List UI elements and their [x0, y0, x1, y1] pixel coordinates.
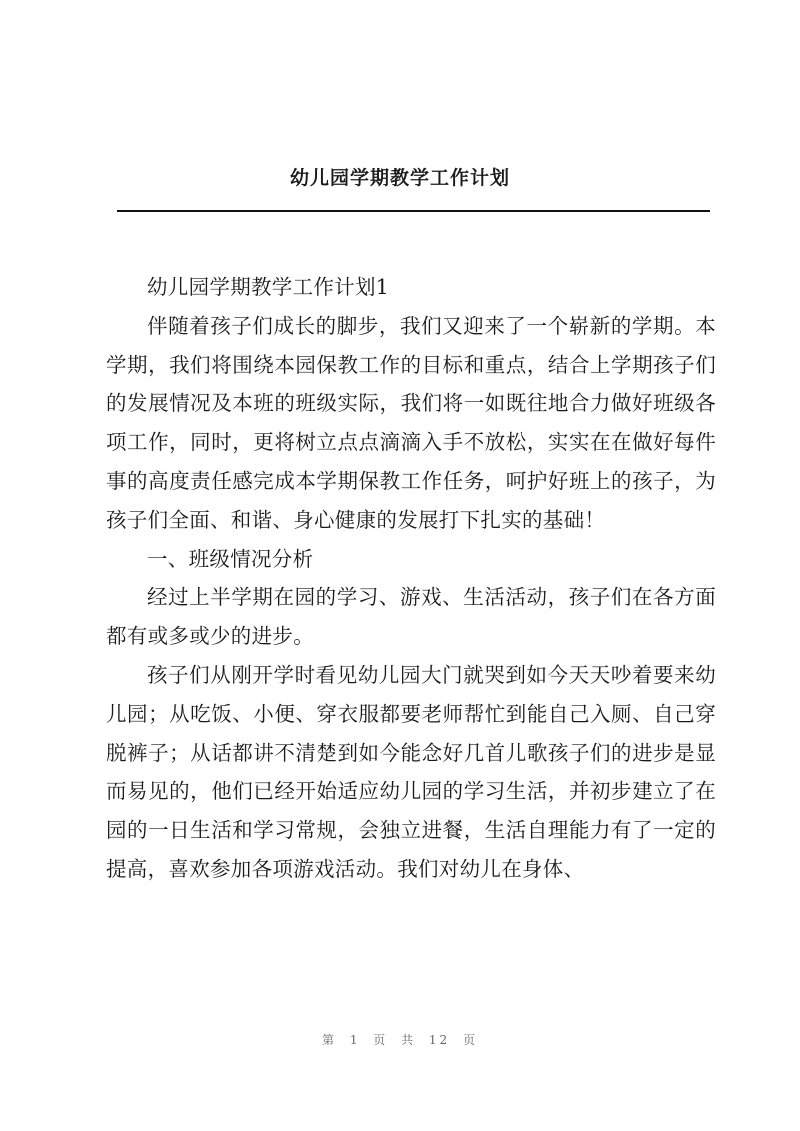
intro-paragraph: 伴随着孩子们成长的脚步，我们又迎来了一个崭新的学期。本学期，我们将围绕本园保教工作的目标和重点，结合上学期孩子们的发展情况及本班的班级实际，我们将一如既往地合力做好班级各项工作，同时，更将树立点点滴滴入手不放松，实实在在做好每件事的高度责任感完成本学期保教工作任务，呵护好班上的孩子，为孩子们全面、和谐、身心健康的发展打下扎实的基础！ [106, 313, 716, 532]
title-underline [117, 210, 710, 212]
section-heading-class-analysis: 一、班级情况分析 [147, 546, 314, 571]
document-title: 幼儿园学期教学工作计划 [289, 167, 510, 189]
paragraph-development: 孩子们从刚开学时看见幼儿园大门就哭到如今天天吵着要来幼儿园；从吃饭、小便、穿衣服都要老师帮忙到能自己入厕、自己穿脱裤子；从话都讲不清楚到如今能念好几首儿歌孩子们的进步是显而易见的，他们已经开始适应幼儿园的学习生活，并初步建立了在园的一日生活和学习常规，会独立进餐，生活自理能力有了一定的提高，喜欢参加各项游戏活动。我们对幼儿在身体、 [106, 662, 716, 881]
section-heading-plan-1: 幼儿园学期教学工作计划1 [147, 275, 390, 299]
paragraph-progress: 经过上半学期在园的学习、游戏、生活活动，孩子们在各方面都有或多或少的进步。 [106, 585, 716, 649]
page-number-footer: 第 1 页 共 12 页 [322, 1033, 478, 1047]
document-body [106, 268, 716, 889]
